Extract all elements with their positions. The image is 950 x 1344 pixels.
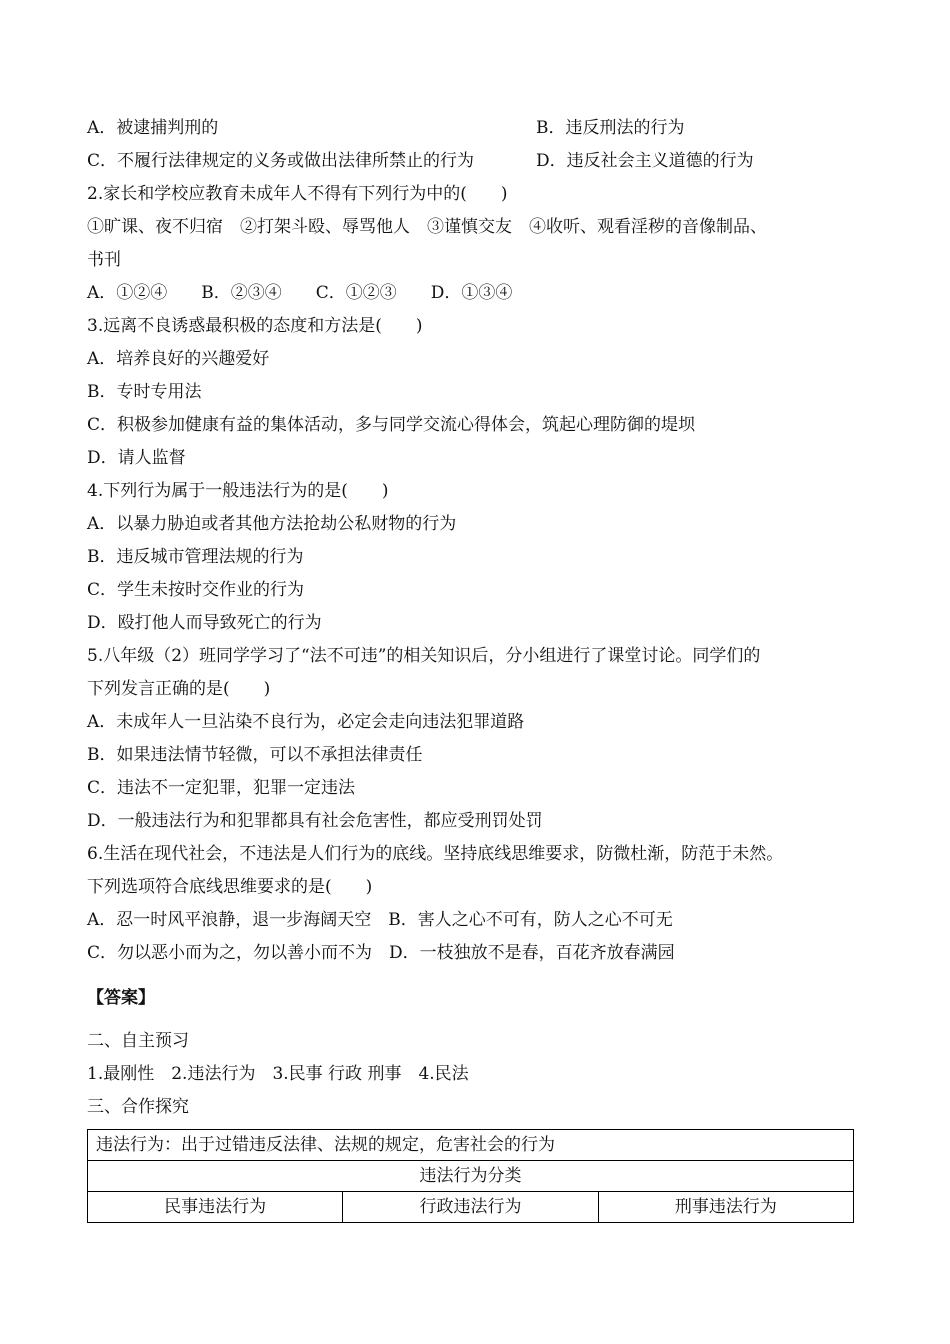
q1-option-c: C．不履行法律规定的义务或做出法律所禁止的行为 xyxy=(87,151,475,171)
q1-option-a: A．被逮捕判刑的 xyxy=(87,118,219,138)
q5-option-c: C．违法不一定犯罪，犯罪一定违法 xyxy=(87,778,356,798)
q2-stem: 2.家长和学校应教育未成年人不得有下列行为中的( ) xyxy=(87,184,508,204)
q5-option-a: A．未成年人一旦沾染不良行为，必定会走向违法犯罪道路 xyxy=(87,712,525,732)
table-column-criminal: 刑事违法行为 xyxy=(598,1192,853,1223)
section-2-title: 二、自主预习 xyxy=(87,1031,189,1051)
document-page xyxy=(87,112,867,1223)
q5-stem-line-1: 5.八年级（2）班同学学习了“法不可违”的相关知识后，分小组进行了课堂讨论。同学们的 xyxy=(87,646,761,666)
q4-option-d: D．殴打他人而导致死亡的行为 xyxy=(87,613,322,633)
q3-option-d: D．请人监督 xyxy=(87,448,186,468)
q1-options-row-2 xyxy=(87,145,867,178)
section-3-title: 三、合作探究 xyxy=(87,1097,189,1117)
table-category-title: 违法行为分类 xyxy=(88,1161,854,1192)
q3-stem: 3.远离不良诱惑最积极的态度和方法是( ) xyxy=(87,316,423,336)
q6-stem-line-2: 下列选项符合底线思维要求的是( ) xyxy=(87,877,373,897)
table-definition-cell: 违法行为：出于过错违反法律、法规的规定，危害社会的行为 xyxy=(88,1130,854,1161)
q3-option-b: B．专时专用法 xyxy=(87,382,202,402)
illegal-behavior-table xyxy=(87,1129,854,1223)
q1-options-row-1 xyxy=(87,112,867,145)
section-2-content: 1.最刚性 2.违法行为 3.民事 行政 刑事 4.民法 xyxy=(87,1064,469,1084)
q5-option-b: B．如果违法情节轻微，可以不承担法律责任 xyxy=(87,745,423,765)
answers-heading: 【答案】 xyxy=(87,988,155,1008)
q5-option-d: D．一般违法行为和犯罪都具有社会危害性，都应受刑罚处罚 xyxy=(87,811,543,831)
q6-options-cd: C．勿以恶小而为之，勿以善小而不为 D．一枝独放不是春，百花齐放春满园 xyxy=(87,943,675,963)
q4-option-b: B．违反城市管理法规的行为 xyxy=(87,547,304,567)
q3-option-c: C．积极参加健康有益的集体活动，多与同学交流心得体会，筑起心理防御的堤坝 xyxy=(87,415,696,435)
q2-items-line-2: 书刊 xyxy=(87,250,121,270)
q5-stem-line-2: 下列发言正确的是( ) xyxy=(87,679,271,699)
q6-options-ab: A．忍一时风平浪静，退一步海阔天空 B．害人之心不可有，防人之心不可无 xyxy=(87,910,673,930)
q4-stem: 4.下列行为属于一般违法行为的是( ) xyxy=(87,481,389,501)
q3-option-a: A．培养良好的兴趣爱好 xyxy=(87,349,270,369)
q1-option-b: B．违反刑法的行为 xyxy=(536,118,685,138)
q2-items-line-1: ①旷课、夜不归宿 ②打架斗殴、辱骂他人 ③谨慎交友 ④收听、观看淫秽的音像制品、 xyxy=(87,217,767,237)
q2-options: A．①②④ B．②③④ C．①②③ D．①③④ xyxy=(87,283,513,303)
table-column-civil: 民事违法行为 xyxy=(88,1192,343,1223)
q6-stem-line-1: 6.生活在现代社会，不违法是人们行为的底线。坚持底线思维要求，防微杜渐，防范于未然。 xyxy=(87,844,784,864)
q1-option-d: D．违反社会主义道德的行为 xyxy=(536,151,754,171)
q4-option-c: C．学生未按时交作业的行为 xyxy=(87,580,305,600)
table-column-administrative: 行政违法行为 xyxy=(343,1192,598,1223)
q4-option-a: A．以暴力胁迫或者其他方法抢劫公私财物的行为 xyxy=(87,514,457,534)
